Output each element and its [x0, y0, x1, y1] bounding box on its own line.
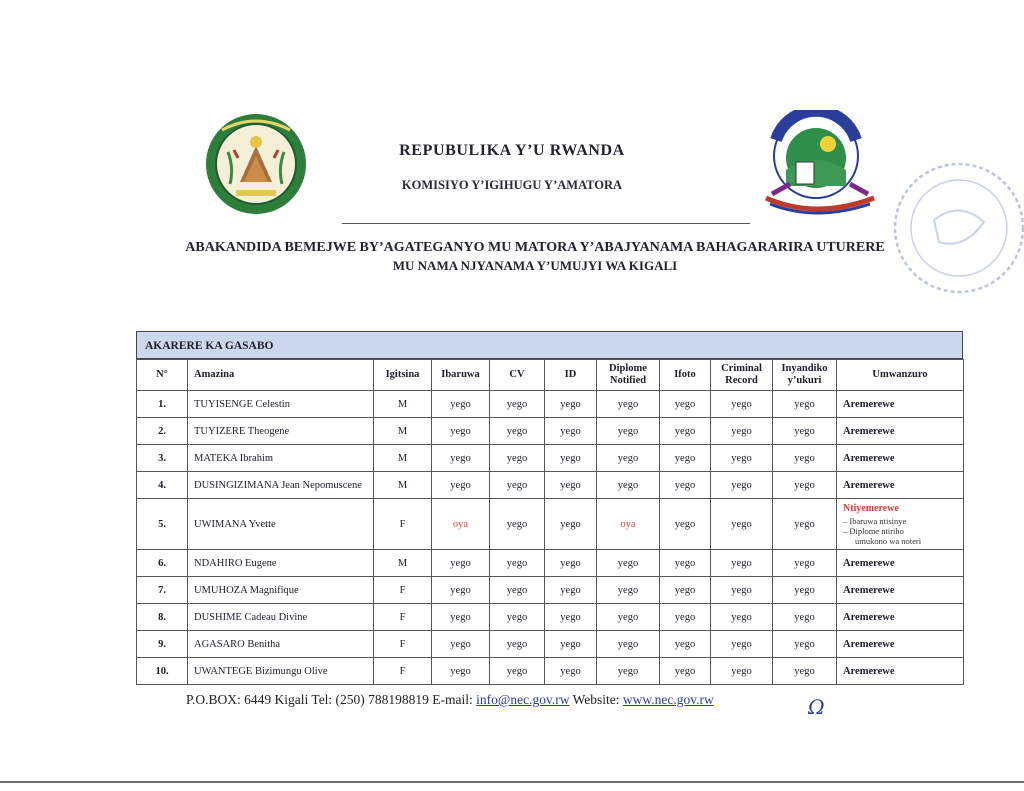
cell-inyandiko: yego [773, 631, 837, 658]
cell-diplome: yego [597, 550, 660, 577]
column-header: Amazina [188, 360, 374, 391]
table-row [137, 472, 964, 499]
cell-criminal: yego [711, 391, 773, 418]
cell-ifoto: yego [660, 631, 711, 658]
website-link[interactable]: www.nec.gov.rw [622, 692, 714, 707]
cell-ibaruwa: yego [432, 577, 490, 604]
row-number: 2. [137, 418, 188, 445]
cell-ifoto: yego [660, 418, 711, 445]
cell-diplome: yego [597, 658, 660, 685]
cell-cv: yego [490, 577, 545, 604]
official-stamp-icon [884, 150, 1024, 300]
table-row [137, 604, 964, 631]
cell-ibaruwa: yego [432, 418, 490, 445]
cell-ibaruwa: yego [432, 391, 490, 418]
candidate-name: TUYISENGE Celestin [188, 391, 374, 418]
cell-result: Aremerewe [837, 577, 964, 604]
column-header: Igitsina [374, 360, 432, 391]
cell-inyandiko: yego [773, 499, 837, 550]
column-header: Criminal Record [711, 360, 773, 391]
cell-inyandiko: yego [773, 391, 837, 418]
cell-criminal: yego [711, 631, 773, 658]
district-header: AKARERE KA GASABO [136, 331, 963, 359]
column-header: N° [137, 360, 188, 391]
cell-criminal: yego [711, 604, 773, 631]
cell-ifoto: yego [660, 604, 711, 631]
document-heading-line-2: MU NAMA NJYANAMA Y’UMUJYI WA KIGALI [392, 258, 678, 273]
cell-cv: yego [490, 550, 545, 577]
cell-result: Aremerewe [837, 418, 964, 445]
cell-result: Aremerewe [837, 391, 964, 418]
rejection-reason-continued: umukono wa noteri [855, 535, 922, 546]
cell-ibaruwa: yego [432, 445, 490, 472]
document-heading-line-1: ABAKANDIDA BEMEJWE BY’AGATEGANYO MU MATORA Y’ABAJYANAMA BAHAGARARIRA UTURERE [185, 240, 885, 255]
cell-diplome: yego [597, 631, 660, 658]
rejection-reasons [843, 516, 963, 546]
row-number: 8. [137, 604, 188, 631]
handwritten-initial: Ω [808, 695, 825, 719]
cell-criminal: yego [711, 445, 773, 472]
cell-criminal: yego [711, 658, 773, 685]
candidate-sex: M [374, 418, 432, 445]
candidate-sex: F [374, 604, 432, 631]
table-row [137, 499, 964, 550]
candidates-table-container [136, 331, 963, 685]
cell-diplome: yego [597, 418, 660, 445]
candidate-sex: F [374, 631, 432, 658]
cell-diplome: yego [597, 445, 660, 472]
cell-ifoto: yego [660, 499, 711, 550]
candidate-sex: F [374, 577, 432, 604]
cell-id: yego [545, 550, 597, 577]
cell-diplome: yego [597, 604, 660, 631]
candidate-name: UMUHOZA Magnifique [188, 577, 374, 604]
row-number: 3. [137, 445, 188, 472]
table-row [137, 631, 964, 658]
cell-inyandiko: yego [773, 577, 837, 604]
candidate-sex: M [374, 472, 432, 499]
cell-result: Aremerewe [837, 445, 964, 472]
cell-ibaruwa: yego [432, 550, 490, 577]
row-number: 1. [137, 391, 188, 418]
title-divider [342, 223, 750, 224]
cell-cv: yego [490, 445, 545, 472]
page-title: REPUBULIKA Y’U RWANDA [399, 142, 625, 159]
cell-cv: yego [490, 658, 545, 685]
cell-cv: yego [490, 472, 545, 499]
column-header: Ifoto [660, 360, 711, 391]
table-row [137, 577, 964, 604]
row-number: 5. [137, 499, 188, 550]
cell-result: Aremerewe [837, 472, 964, 499]
candidate-sex: M [374, 445, 432, 472]
cell-id: yego [545, 577, 597, 604]
cell-id: yego [545, 418, 597, 445]
column-header: Diplome Notified [597, 360, 660, 391]
table-row [137, 391, 964, 418]
table-row [137, 445, 964, 472]
cell-result: Aremerewe [837, 631, 964, 658]
footer-website-label: Website: [569, 692, 623, 707]
column-header: Inyandiko y’ukuri [773, 360, 837, 391]
candidate-sex: F [374, 658, 432, 685]
cell-ifoto: yego [660, 658, 711, 685]
cell-diplome: yego [597, 472, 660, 499]
cell-cv: yego [490, 604, 545, 631]
rejection-reason: – Ibaruwa ntisinye [843, 516, 963, 526]
cell-diplome: yego [597, 391, 660, 418]
table-header-row [137, 360, 964, 391]
candidate-sex: M [374, 391, 432, 418]
cell-ibaruwa: yego [432, 631, 490, 658]
cell-ifoto: yego [660, 391, 711, 418]
row-number: 10. [137, 658, 188, 685]
rejected-label: Ntiyemerewe [843, 502, 899, 514]
table-row [137, 418, 964, 445]
national-emblem-icon [200, 112, 312, 217]
cell-id: yego [545, 499, 597, 550]
cell-criminal: yego [711, 472, 773, 499]
candidate-sex: M [374, 550, 432, 577]
cell-criminal: yego [711, 577, 773, 604]
cell-cv: yego [490, 499, 545, 550]
cell-inyandiko: yego [773, 472, 837, 499]
candidate-name: UWIMANA Yvette [188, 499, 374, 550]
candidate-name: AGASARO Benitha [188, 631, 374, 658]
cell-ifoto: yego [660, 472, 711, 499]
candidate-name: NDAHIRO Eugene [188, 550, 374, 577]
nec-logo-icon [760, 110, 880, 218]
column-header: Ibaruwa [432, 360, 490, 391]
cell-ibaruwa: yego [432, 604, 490, 631]
candidate-name: MATEKA Ibrahim [188, 445, 374, 472]
cell-cv: yego [490, 418, 545, 445]
candidate-sex: F [374, 499, 432, 550]
candidate-name: UWANTEGE Bizimungu Olive [188, 658, 374, 685]
cell-id: yego [545, 631, 597, 658]
cell-diplome: yego [597, 577, 660, 604]
cell-result: Aremerewe [837, 658, 964, 685]
cell-ifoto: yego [660, 550, 711, 577]
page-subtitle: KOMISIYO Y’IGIHUGU Y’AMATORA [401, 178, 623, 192]
footer-address: P.O.BOX: 6449 Kigali Tel: (250) 788198819 E-mail: [186, 692, 477, 707]
candidates-table [136, 359, 964, 685]
cell-ifoto: yego [660, 445, 711, 472]
candidate-name: TUYIZERE Theogene [188, 418, 374, 445]
cell-inyandiko: yego [773, 604, 837, 631]
cell-id: yego [545, 472, 597, 499]
cell-id: yego [545, 604, 597, 631]
candidate-name: DUSHIME Cadeau Divine [188, 604, 374, 631]
email-link[interactable]: info@nec.gov.rw [476, 692, 570, 707]
page-bottom-edge [0, 781, 1024, 783]
cell-id: yego [545, 658, 597, 685]
row-number: 9. [137, 631, 188, 658]
cell-diplome: oya [597, 499, 660, 550]
cell-inyandiko: yego [773, 418, 837, 445]
cell-inyandiko: yego [773, 445, 837, 472]
cell-ibaruwa: oya [432, 499, 490, 550]
cell-id: yego [545, 391, 597, 418]
cell-result-rejected [837, 499, 964, 550]
row-number: 7. [137, 577, 188, 604]
candidate-name: DUSINGIZIMANA Jean Nepomuscene [188, 472, 374, 499]
row-number: 4. [137, 472, 188, 499]
cell-criminal: yego [711, 550, 773, 577]
column-header: CV [490, 360, 545, 391]
cell-inyandiko: yego [773, 550, 837, 577]
cell-result: Aremerewe [837, 604, 964, 631]
table-row [137, 658, 964, 685]
cell-criminal: yego [711, 499, 773, 550]
cell-ibaruwa: yego [432, 472, 490, 499]
cell-criminal: yego [711, 418, 773, 445]
footer-contact [186, 692, 714, 708]
cell-id: yego [545, 445, 597, 472]
table-row [137, 550, 964, 577]
column-header: ID [545, 360, 597, 391]
cell-cv: yego [490, 391, 545, 418]
cell-cv: yego [490, 631, 545, 658]
rejection-reason: – Diplome ntiriho [843, 526, 963, 536]
row-number: 6. [137, 550, 188, 577]
cell-result: Aremerewe [837, 550, 964, 577]
cell-ifoto: yego [660, 577, 711, 604]
cell-inyandiko: yego [773, 658, 837, 685]
cell-ibaruwa: yego [432, 658, 490, 685]
column-header: Umwanzuro [837, 360, 964, 391]
